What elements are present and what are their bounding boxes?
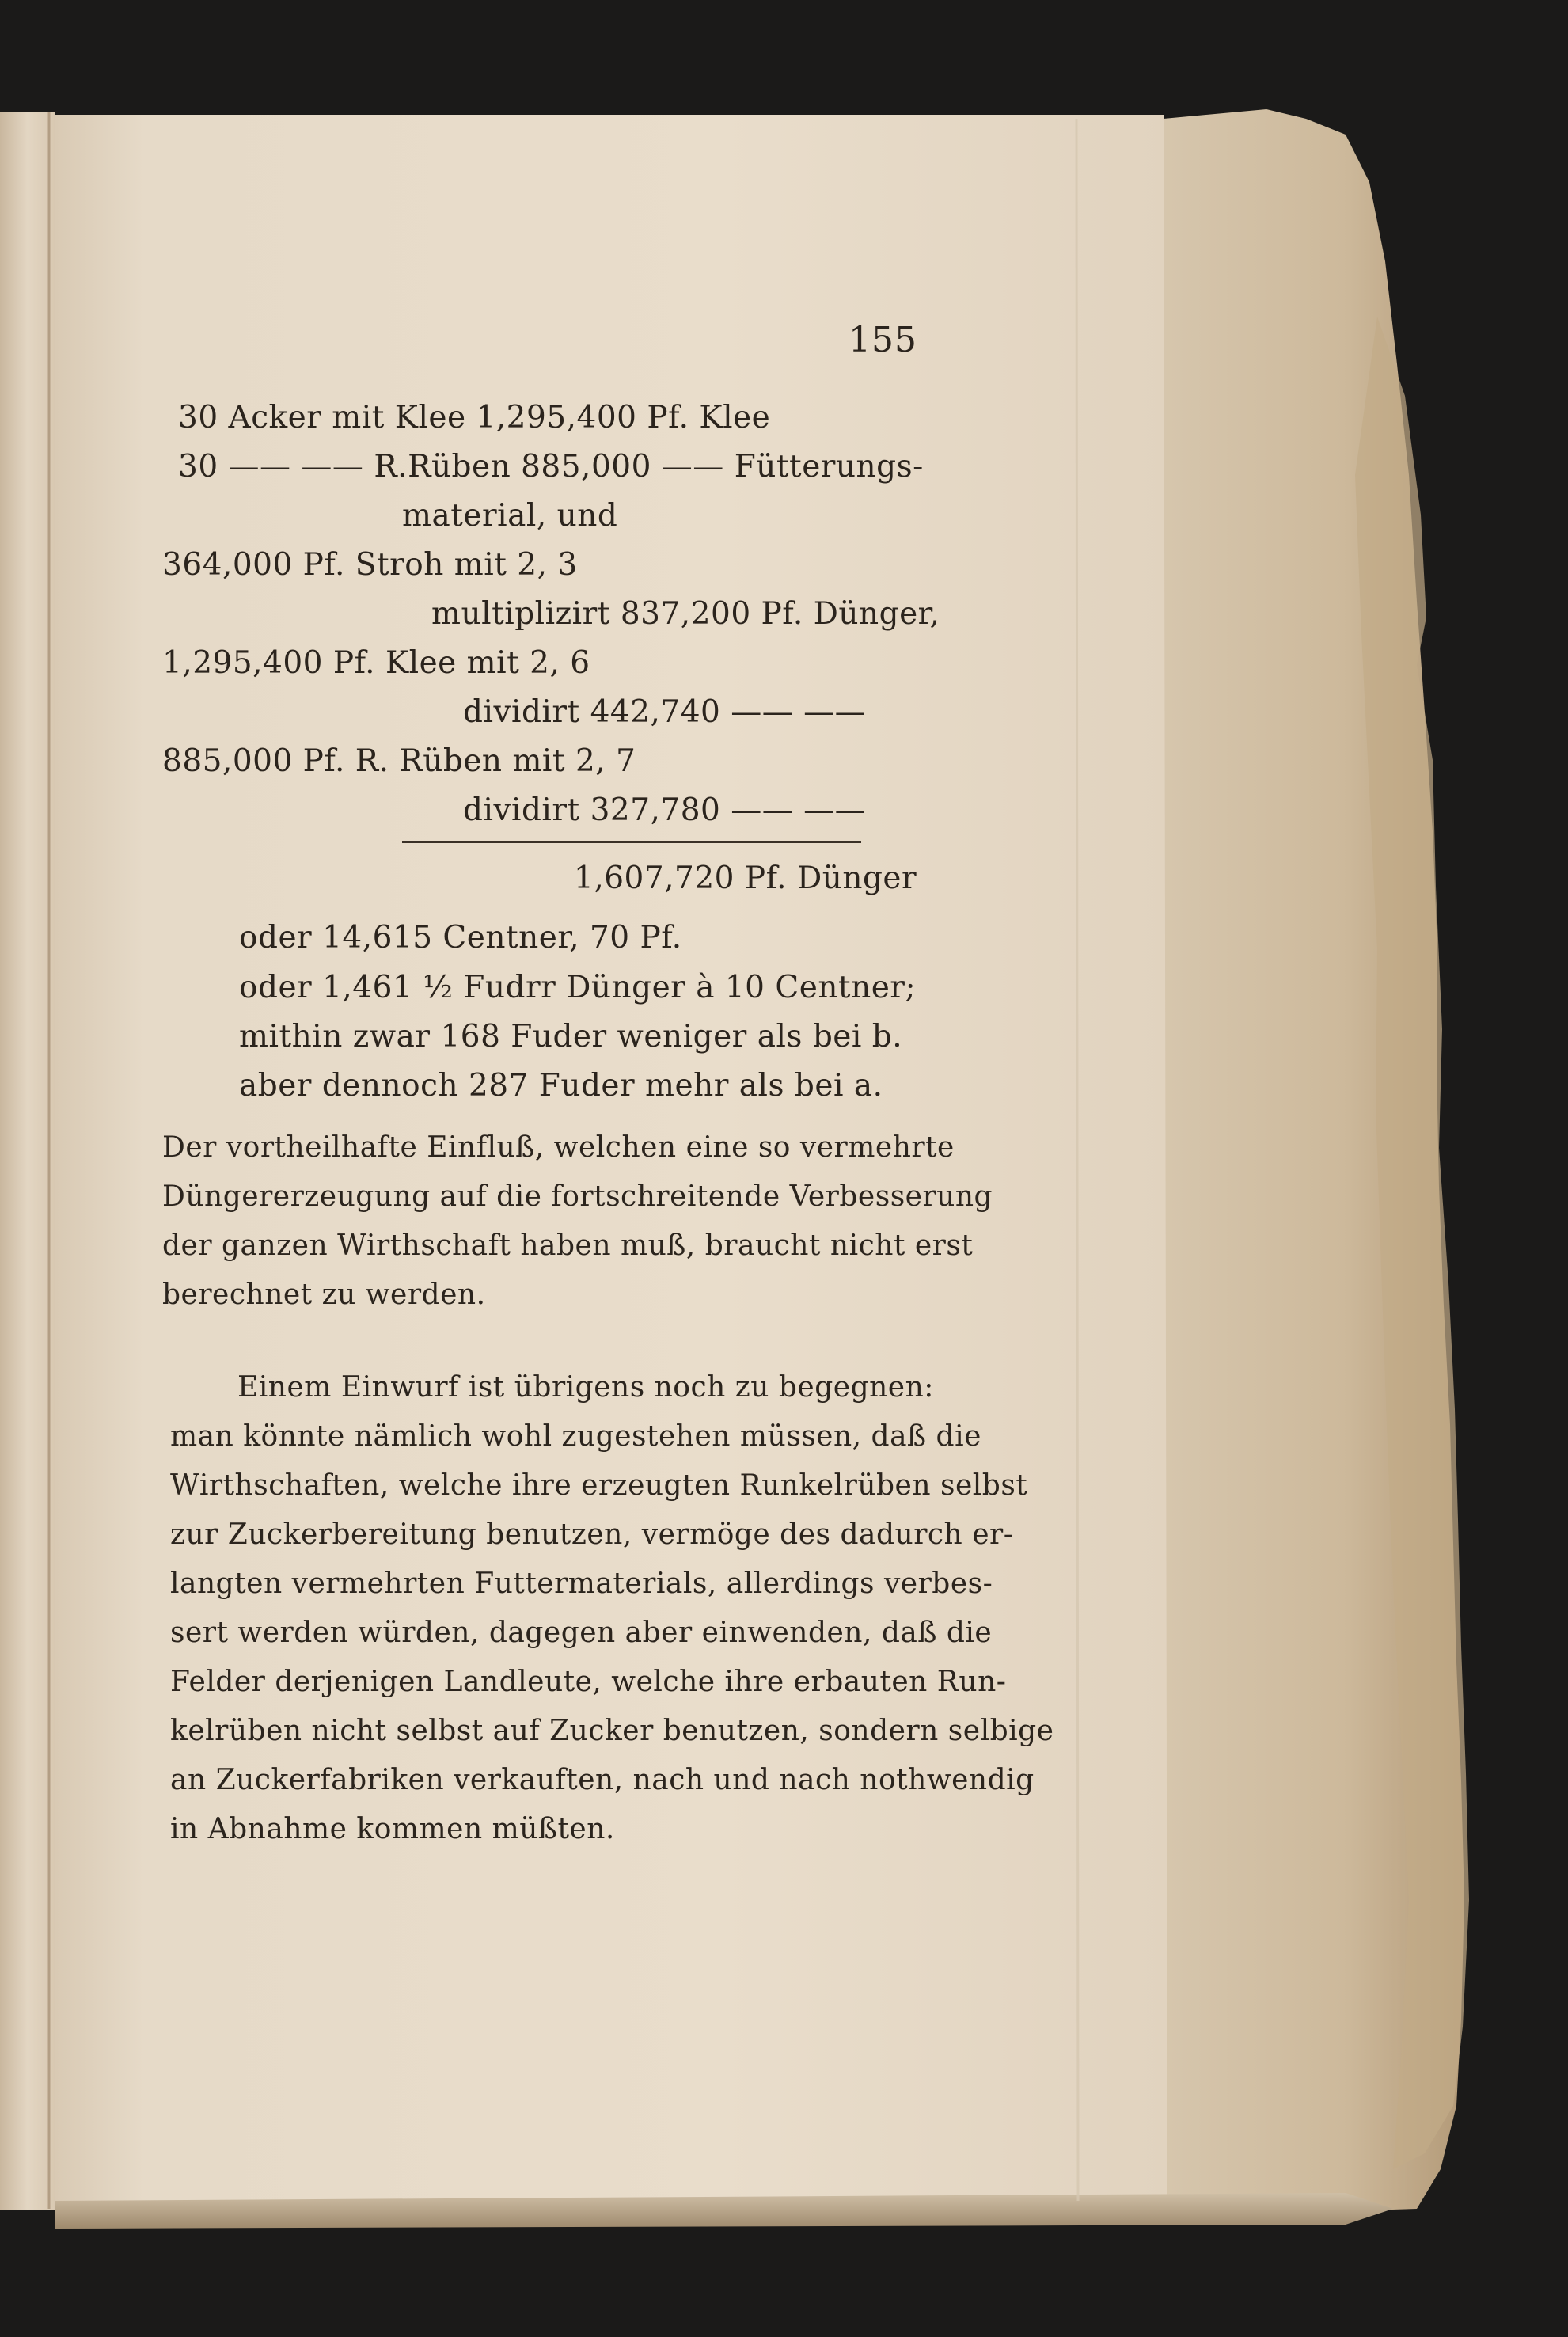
paragraph-line: berechnet zu werden.: [162, 1279, 486, 1311]
paragraph-line: in Abnahme kommen müßten.: [170, 1813, 615, 1845]
table-line: dividirt 442,740 —— ——: [463, 694, 867, 730]
paragraph-line: sert werden würden, dagegen aber einwenden, daß die: [170, 1617, 993, 1649]
table-line: 30 Acker mit Klee 1,295,400 Pf. Klee: [178, 400, 771, 435]
paragraph-line: Der vortheilhafte Einfluß, welchen eine so vermehrte: [162, 1131, 955, 1164]
table-line: 30 —— —— R.Rüben 885,000 —— Fütterungs-: [178, 449, 924, 484]
page-number: 155: [849, 320, 917, 360]
table-line: aber dennoch 287 Fuder mehr als bei a.: [239, 1068, 883, 1104]
paragraph-line: Wirthschaften, welche ihre erzeugten Runkelrüben selbst: [170, 1469, 1028, 1502]
paragraph-line: der ganzen Wirthschaft haben muß, braucht nicht erst: [162, 1229, 974, 1262]
paragraph-line: Düngererzeugung auf die fortschreitende Verbesserung: [162, 1180, 993, 1213]
table-line: multiplizirt 837,200 Pf. Dünger,: [431, 596, 940, 632]
table-line: oder 14,615 Centner, 70 Pf.: [239, 920, 682, 956]
sum-rule: [402, 841, 861, 843]
table-line: 885,000 Pf. R. Rüben mit 2, 7: [162, 743, 636, 779]
paragraph-line: langten vermehrten Futtermaterials, allerdings verbes-: [170, 1568, 993, 1600]
table-line: dividirt 327,780 —— ——: [463, 792, 867, 828]
table-line: 1,607,720 Pf. Dünger: [574, 861, 917, 896]
table-line: mithin zwar 168 Fuder weniger als bei b.: [239, 1019, 903, 1054]
table-line: oder 1,461 ½ Fudrr Dünger à 10 Centner;: [239, 970, 917, 1005]
paragraph-line: Felder derjenigen Landleute, welche ihre erbauten Run-: [170, 1666, 1007, 1698]
page-fold-line: [1076, 119, 1078, 2201]
table-line: 364,000 Pf. Stroh mit 2, 3: [162, 547, 578, 583]
left-page-edge: [0, 112, 55, 2210]
paragraph-line: kelrüben nicht selbst auf Zucker benutzen, sondern selbige: [170, 1715, 1054, 1747]
paragraph-line: Einem Einwurf ist übrigens noch zu begegnen:: [237, 1371, 934, 1404]
table-line: material, und: [402, 498, 618, 534]
table-line: 1,295,400 Pf. Klee mit 2, 6: [162, 645, 590, 681]
paragraph-line: man könnte nämlich wohl zugestehen müssen, daß die: [170, 1420, 981, 1453]
paragraph-line: zur Zuckerbereitung benutzen, vermöge des dadurch er-: [170, 1518, 1014, 1551]
paragraph-line: an Zuckerfabriken verkauften, nach und nach nothwendig: [170, 1764, 1035, 1796]
